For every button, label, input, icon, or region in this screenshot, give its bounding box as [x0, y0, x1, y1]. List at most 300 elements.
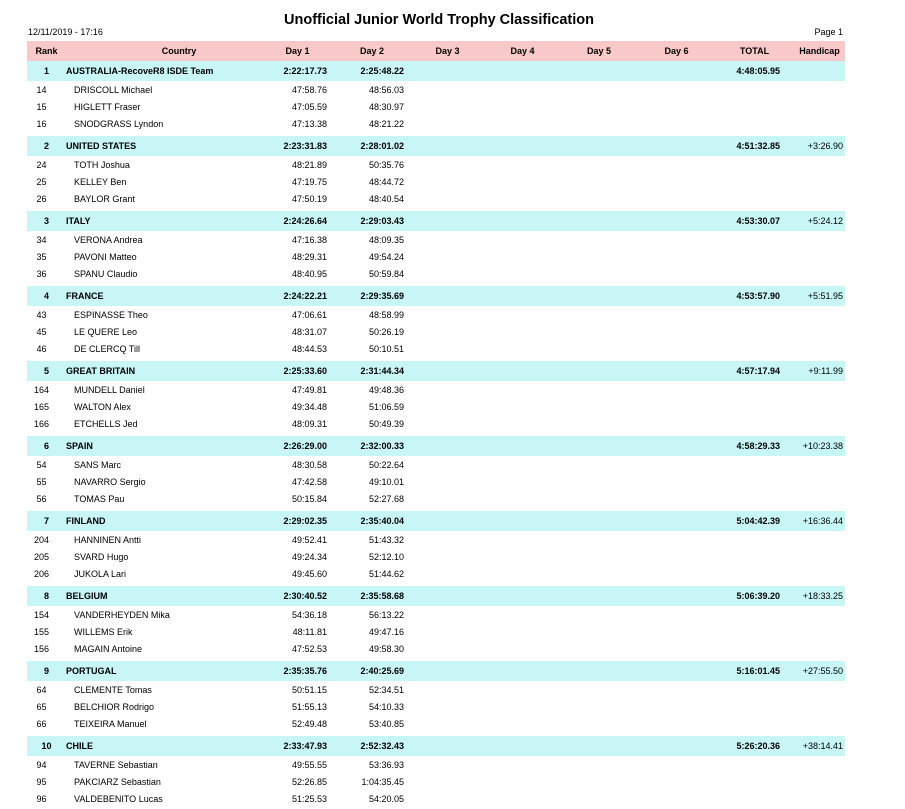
rider-day4-time — [485, 531, 560, 548]
rider-row — [27, 548, 845, 565]
rider-day4-time — [485, 791, 560, 808]
team-day4-time — [485, 136, 560, 156]
team-row — [27, 211, 845, 231]
rider-day2-time: 50:22.64 — [368, 459, 404, 470]
rider-day1-time: 54:36.18 — [291, 609, 327, 620]
rider-day6-time — [638, 381, 715, 398]
team-row — [27, 586, 845, 606]
rider-day4-time — [485, 248, 560, 265]
rider-day5-time — [560, 116, 638, 133]
rider-handicap — [794, 456, 845, 473]
rider-day3-time — [410, 398, 485, 415]
rider-day2-time: 50:26.19 — [368, 326, 404, 337]
team-day2-time: 2:31:44.34 — [334, 361, 410, 381]
rider-total-time — [715, 191, 794, 208]
team-day6-time — [638, 511, 715, 531]
team-row — [27, 61, 845, 81]
rider-day6-time — [638, 456, 715, 473]
team-day1-time: 2:30:40.52 — [261, 586, 334, 606]
rider-day1-time: 48:09.31 — [291, 419, 327, 430]
rider-day4-time — [485, 398, 560, 415]
column-header-country: Country — [66, 41, 261, 61]
rider-total-time — [715, 548, 794, 565]
team-day5-time — [560, 736, 638, 756]
rider-day5-time — [560, 548, 638, 565]
rider-total-time — [715, 323, 794, 340]
rider-day4-time — [485, 491, 560, 508]
rider-row — [27, 156, 845, 173]
rider-row — [27, 266, 845, 283]
rider-handicap — [794, 473, 845, 490]
rider-number: 154 — [33, 609, 50, 620]
rider-handicap — [794, 306, 845, 323]
team-day5-time — [560, 661, 638, 681]
team-day3-time — [410, 436, 485, 456]
rider-day3-time — [410, 116, 485, 133]
rider-name: ETCHELLS Jed — [74, 419, 138, 430]
team-day5-time — [560, 61, 638, 81]
rider-day1-time: 48:30.58 — [291, 459, 327, 470]
team-total-time: 4:53:57.90 — [715, 286, 794, 306]
rider-row — [27, 716, 845, 733]
rider-row — [27, 398, 845, 415]
rider-day5-time — [560, 641, 638, 658]
column-header-day2: Day 2 — [334, 41, 410, 61]
team-day5-time — [560, 361, 638, 381]
team-row — [27, 361, 845, 381]
rider-day6-time — [638, 266, 715, 283]
rider-day6-time — [638, 191, 715, 208]
rider-day5-time — [560, 566, 638, 583]
rider-day6-time — [638, 623, 715, 640]
rider-total-time — [715, 606, 794, 623]
column-header-rank: Rank — [27, 41, 66, 61]
team-total-time: 5:04:42.39 — [715, 511, 794, 531]
rider-day4-time — [485, 173, 560, 190]
rider-number: 205 — [33, 551, 50, 562]
rider-day4-time — [485, 548, 560, 565]
rider-name: VERONA Andrea — [74, 234, 143, 245]
team-total-time: 4:57:17.94 — [715, 361, 794, 381]
rider-day2-time: 51:44.62 — [368, 569, 404, 580]
team-day4-time — [485, 211, 560, 231]
rider-day1-time: 47:42.58 — [291, 476, 327, 487]
rider-day2-time: 48:56.03 — [368, 84, 404, 95]
rider-day6-time — [638, 248, 715, 265]
rider-day5-time — [560, 456, 638, 473]
team-day4-time — [485, 61, 560, 81]
rider-day5-time — [560, 98, 638, 115]
rider-row — [27, 248, 845, 265]
rider-day2-time: 50:59.84 — [368, 269, 404, 280]
rider-day6-time — [638, 641, 715, 658]
team-total-time: 4:48:05.95 — [715, 61, 794, 81]
rider-day2-time: 52:34.51 — [368, 684, 404, 695]
rider-day3-time — [410, 716, 485, 733]
rider-handicap — [794, 266, 845, 283]
rider-day2-time: 49:54.24 — [368, 251, 404, 262]
team-day2-time: 2:35:58.68 — [334, 586, 410, 606]
team-day1-time: 2:22:17.73 — [261, 61, 334, 81]
team-row — [27, 136, 845, 156]
rider-day4-time — [485, 641, 560, 658]
rider-day2-time: 50:35.76 — [368, 159, 404, 170]
rider-number: 55 — [36, 476, 47, 487]
rider-name: WALTON Alex — [74, 401, 131, 412]
team-row — [27, 661, 845, 681]
team-country: SPAIN — [66, 436, 261, 456]
rider-row — [27, 116, 845, 133]
rider-day3-time — [410, 698, 485, 715]
rider-number: 166 — [33, 419, 50, 430]
rider-day4-time — [485, 456, 560, 473]
rider-day6-time — [638, 473, 715, 490]
team-total-time: 5:16:01.45 — [715, 661, 794, 681]
rider-day5-time — [560, 698, 638, 715]
rider-day5-time — [560, 248, 638, 265]
team-handicap: +27:55.50 — [794, 661, 845, 681]
rider-day4-time — [485, 266, 560, 283]
rider-total-time — [715, 398, 794, 415]
rider-row — [27, 381, 845, 398]
rider-number: 66 — [36, 719, 47, 730]
rider-day1-time: 50:51.15 — [291, 684, 327, 695]
team-day5-time — [560, 136, 638, 156]
rider-day5-time — [560, 398, 638, 415]
rider-day1-time: 48:29.31 — [291, 251, 327, 262]
team-country: GREAT BRITAIN — [66, 361, 261, 381]
rider-day1-time: 51:55.13 — [291, 701, 327, 712]
rider-day4-time — [485, 116, 560, 133]
rider-handicap — [794, 231, 845, 248]
rider-row — [27, 756, 845, 773]
rider-day2-time: 51:43.32 — [368, 534, 404, 545]
rider-day3-time — [410, 156, 485, 173]
team-rank: 9 — [27, 661, 66, 681]
rider-total-time — [715, 341, 794, 358]
rider-row — [27, 491, 845, 508]
rider-day1-time: 49:52.41 — [291, 534, 327, 545]
rider-number: 36 — [36, 269, 47, 280]
rider-day4-time — [485, 773, 560, 790]
rider-row — [27, 681, 845, 698]
rider-number: 164 — [33, 384, 50, 395]
rider-day3-time — [410, 341, 485, 358]
team-rank: 7 — [27, 511, 66, 531]
rider-total-time — [715, 698, 794, 715]
rider-day1-time: 48:11.81 — [292, 626, 327, 637]
team-day1-time: 2:24:26.64 — [261, 211, 334, 231]
rider-name: SPANU Claudio — [74, 269, 138, 280]
rider-day5-time — [560, 606, 638, 623]
page-title: Unofficial Junior World Trophy Classification — [284, 12, 594, 28]
rider-row — [27, 773, 845, 790]
rider-day5-time — [560, 231, 638, 248]
rider-handicap — [794, 116, 845, 133]
rider-name: LE QUERE Leo — [74, 326, 138, 337]
rider-total-time — [715, 81, 794, 98]
rider-row — [27, 98, 845, 115]
rider-name: TEIXEIRA Manuel — [74, 719, 147, 730]
table-header — [27, 41, 845, 61]
rider-handicap — [794, 531, 845, 548]
rider-number: 24 — [36, 159, 47, 170]
team-country: AUSTRALIA-RecoveR8 ISDE Team — [66, 61, 261, 81]
rider-day4-time — [485, 191, 560, 208]
rider-day2-time: 52:12.10 — [368, 551, 404, 562]
rider-day4-time — [485, 606, 560, 623]
team-day6-time — [638, 736, 715, 756]
rider-name: DRISCOLL Michael — [74, 84, 153, 95]
team-day1-time: 2:23:31.83 — [261, 136, 334, 156]
rider-name: DE CLERCQ Till — [74, 344, 141, 355]
rider-handicap — [794, 698, 845, 715]
rider-day5-time — [560, 756, 638, 773]
rider-day3-time — [410, 306, 485, 323]
rider-day6-time — [638, 341, 715, 358]
rider-day5-time — [560, 681, 638, 698]
rider-day3-time — [410, 773, 485, 790]
team-day1-time: 2:25:33.60 — [261, 361, 334, 381]
rider-day1-time: 47:13.38 — [291, 119, 327, 130]
team-row — [27, 286, 845, 306]
rider-day3-time — [410, 756, 485, 773]
rider-day4-time — [485, 566, 560, 583]
team-day2-time: 2:52:32.43 — [334, 736, 410, 756]
rider-total-time — [715, 248, 794, 265]
rider-day6-time — [638, 698, 715, 715]
rider-day4-time — [485, 381, 560, 398]
rider-total-time — [715, 156, 794, 173]
team-day6-time — [638, 61, 715, 81]
column-header-day6: Day 6 — [638, 41, 715, 61]
rider-row — [27, 323, 845, 340]
timestamp: 12/11/2019 - 17:16 — [28, 27, 103, 37]
team-country: CHILE — [66, 736, 261, 756]
rider-row — [27, 698, 845, 715]
rider-day1-time: 49:24.34 — [291, 551, 327, 562]
rider-row — [27, 791, 845, 808]
rider-handicap — [794, 716, 845, 733]
rider-day5-time — [560, 381, 638, 398]
rider-handicap — [794, 248, 845, 265]
rider-handicap — [794, 191, 845, 208]
team-day3-time — [410, 61, 485, 81]
rider-day4-time — [485, 681, 560, 698]
rider-day4-time — [485, 698, 560, 715]
rider-number: 25 — [36, 176, 47, 187]
team-day1-time: 2:24:22.21 — [261, 286, 334, 306]
rider-day4-time — [485, 756, 560, 773]
rider-handicap — [794, 491, 845, 508]
rider-handicap — [794, 606, 845, 623]
rider-name: KELLEY Ben — [74, 176, 127, 187]
rider-name: TOTH Joshua — [74, 159, 130, 170]
team-total-time: 4:51:32.85 — [715, 136, 794, 156]
column-header-handicap: Handicap — [794, 41, 845, 61]
rider-number: 14 — [36, 84, 47, 95]
rider-row — [27, 173, 845, 190]
rider-day4-time — [485, 323, 560, 340]
rider-handicap — [794, 173, 845, 190]
team-day5-time — [560, 511, 638, 531]
rider-day2-time: 52:27.68 — [368, 494, 404, 505]
rider-name: MAGAIN Antoine — [74, 644, 143, 655]
rider-day6-time — [638, 773, 715, 790]
rider-handicap — [794, 773, 845, 790]
rider-handicap — [794, 98, 845, 115]
team-day3-time — [410, 136, 485, 156]
rider-day6-time — [638, 531, 715, 548]
rider-day4-time — [485, 623, 560, 640]
rider-name: TOMAS Pau — [74, 494, 125, 505]
team-day4-time — [485, 361, 560, 381]
rider-name: PAVONI Matteo — [74, 251, 137, 262]
rider-day1-time: 47:52.53 — [291, 644, 327, 655]
team-rank: 4 — [27, 286, 66, 306]
team-day2-time: 2:40:25.69 — [334, 661, 410, 681]
team-day4-time — [485, 286, 560, 306]
rider-total-time — [715, 266, 794, 283]
rider-day5-time — [560, 791, 638, 808]
column-header-day3: Day 3 — [410, 41, 485, 61]
team-handicap: +3:26.90 — [794, 136, 845, 156]
rider-day6-time — [638, 156, 715, 173]
team-day3-time — [410, 661, 485, 681]
team-day6-time — [638, 136, 715, 156]
rider-total-time — [715, 641, 794, 658]
column-header-day5: Day 5 — [560, 41, 638, 61]
team-day5-time — [560, 436, 638, 456]
team-day3-time — [410, 361, 485, 381]
rider-day3-time — [410, 248, 485, 265]
rider-row — [27, 641, 845, 658]
rider-day5-time — [560, 341, 638, 358]
rider-total-time — [715, 791, 794, 808]
rider-day2-time: 54:20.05 — [368, 794, 404, 805]
rider-day5-time — [560, 173, 638, 190]
team-day3-time — [410, 286, 485, 306]
rider-number: 96 — [36, 794, 47, 805]
rider-total-time — [715, 381, 794, 398]
team-day4-time — [485, 661, 560, 681]
rider-day3-time — [410, 323, 485, 340]
rider-day2-time: 54:10.33 — [368, 701, 404, 712]
rider-number: 64 — [36, 684, 47, 695]
team-country: BELGIUM — [66, 586, 261, 606]
rider-name: PAKCIARZ Sebastian — [74, 776, 161, 787]
team-day5-time — [560, 286, 638, 306]
team-rank: 2 — [27, 136, 66, 156]
rider-day1-time: 52:26.85 — [291, 776, 327, 787]
rider-day1-time: 47:16.38 — [291, 234, 327, 245]
rider-number: 95 — [36, 776, 47, 787]
rider-day3-time — [410, 531, 485, 548]
team-day2-time: 2:35:40.04 — [334, 511, 410, 531]
team-rank: 1 — [27, 61, 66, 81]
rider-day3-time — [410, 266, 485, 283]
rider-name: SVARD Hugo — [74, 551, 129, 562]
team-day4-time — [485, 511, 560, 531]
classification-table — [27, 41, 845, 808]
rider-day3-time — [410, 191, 485, 208]
rider-day1-time: 51:25.53 — [291, 794, 327, 805]
team-row — [27, 436, 845, 456]
team-day1-time: 2:26:29.00 — [261, 436, 334, 456]
rider-day2-time: 48:44.72 — [368, 176, 404, 187]
rider-day4-time — [485, 156, 560, 173]
rider-day3-time — [410, 491, 485, 508]
rider-day3-time — [410, 623, 485, 640]
rider-day2-time: 49:47.16 — [368, 626, 404, 637]
rider-day3-time — [410, 566, 485, 583]
team-row — [27, 736, 845, 756]
team-day6-time — [638, 436, 715, 456]
rider-day5-time — [560, 191, 638, 208]
team-country: FRANCE — [66, 286, 261, 306]
team-total-time: 5:06:39.20 — [715, 586, 794, 606]
rider-day2-time: 48:30.97 — [368, 101, 404, 112]
rider-day3-time — [410, 473, 485, 490]
rider-day2-time: 48:09.35 — [368, 234, 404, 245]
team-handicap — [794, 61, 845, 81]
rider-day2-time: 50:10.51 — [368, 344, 404, 355]
rider-day4-time — [485, 473, 560, 490]
rider-number: 54 — [36, 459, 47, 470]
rider-total-time — [715, 716, 794, 733]
team-day1-time: 2:29:02.35 — [261, 511, 334, 531]
team-day3-time — [410, 586, 485, 606]
rider-row — [27, 473, 845, 490]
rider-day3-time — [410, 641, 485, 658]
rider-day2-time: 48:40.54 — [368, 194, 404, 205]
rider-row — [27, 456, 845, 473]
rider-day3-time — [410, 416, 485, 433]
rider-name: MUNDELL Daniel — [74, 384, 145, 395]
rider-number: 15 — [36, 101, 47, 112]
rider-day2-time: 51:06.59 — [368, 401, 404, 412]
rider-name: HANNINEN Antti — [74, 534, 142, 545]
rider-row — [27, 341, 845, 358]
team-day6-time — [638, 661, 715, 681]
rider-handicap — [794, 341, 845, 358]
team-row — [27, 511, 845, 531]
rider-day3-time — [410, 231, 485, 248]
team-total-time: 4:53:30.07 — [715, 211, 794, 231]
rider-total-time — [715, 116, 794, 133]
team-rank: 3 — [27, 211, 66, 231]
rider-name: VALDEBENITO Lucas — [74, 794, 163, 805]
team-total-time: 4:58:29.33 — [715, 436, 794, 456]
team-handicap: +38:14.41 — [794, 736, 845, 756]
rider-row — [27, 306, 845, 323]
rider-row — [27, 191, 845, 208]
rider-day1-time: 47:50.19 — [291, 194, 327, 205]
rider-day6-time — [638, 416, 715, 433]
rider-day3-time — [410, 456, 485, 473]
team-country: UNITED STATES — [66, 136, 261, 156]
rider-name: SANS Marc — [74, 459, 122, 470]
rider-total-time — [715, 306, 794, 323]
rider-total-time — [715, 98, 794, 115]
rider-day1-time: 50:15.84 — [291, 494, 327, 505]
rider-day1-time: 47:06.61 — [291, 309, 327, 320]
rider-day3-time — [410, 98, 485, 115]
rider-day6-time — [638, 81, 715, 98]
rider-total-time — [715, 773, 794, 790]
rider-day4-time — [485, 81, 560, 98]
rider-day6-time — [638, 606, 715, 623]
